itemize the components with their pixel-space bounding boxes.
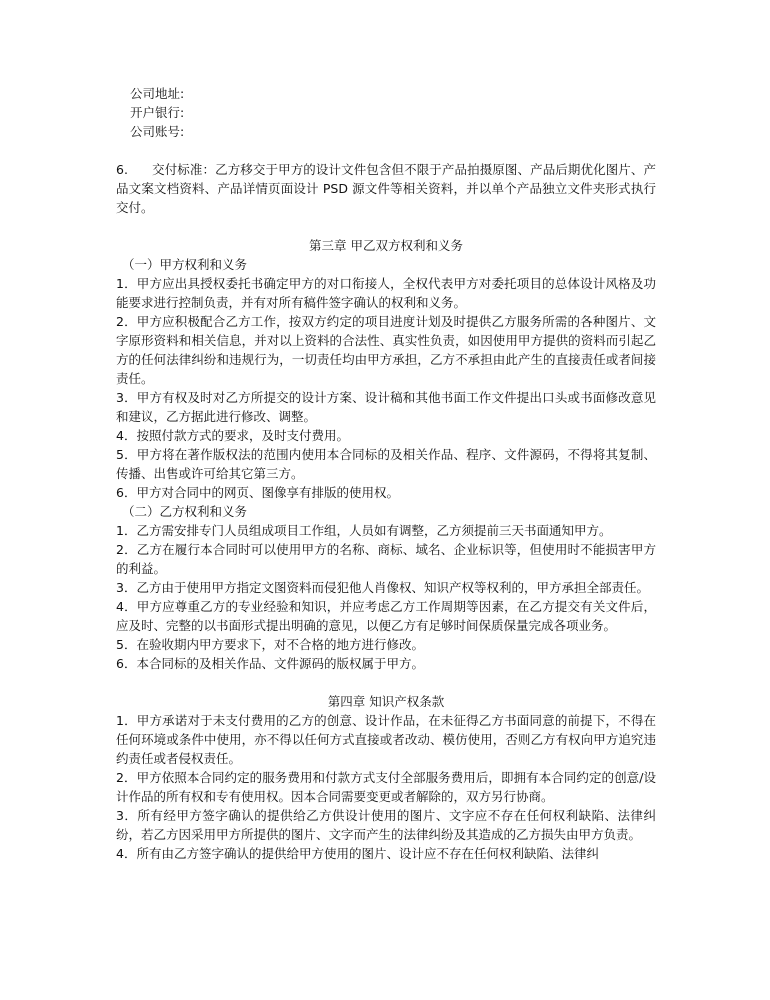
company-address-label: 公司地址: [130,86,185,101]
company-info-block [116,84,656,141]
account-label: 公司账号: [130,124,185,139]
chapter-3-title: 第三章 甲乙双方权利和义务 [309,238,463,253]
party-b-item-3: 3．乙方由于使用甲方指定文图资料而侵犯他人肖像权、知识产权等权利的，甲方承担全部责任。 [116,580,649,595]
party-b-item-2: 2．乙方在履行本合同时可以使用甲方的名称、商标、域名、企业标识等，但使用时不能损害甲方的利益。 [116,542,656,576]
party-b-item-5: 5．在验收期内甲方要求下，对不合格的地方进行修改。 [116,637,424,652]
party-a-item-2: 2．甲方应积极配合乙方工作，按双方约定的项目进度计划及时提供乙方服务所需的各种图片、文字原形资料和相关信息，并对以上资料的合法性、真实性负责，如因使用甲方提供的资料而引起乙方的任何法律纠纷和违规行为，一切责任均由甲方承担，乙方不承担由此产生的直接责任或者间接责任。 [116,314,656,386]
ip-item-1: 1．甲方承诺对于未支付费用的乙方的创意、设计作品，在未征得乙方书面同意的前提下，不得在任何环境或条件中使用，亦不得以任何方式直接或者改动、模仿使用，否则乙方有权向甲方追究违约责任或者侵权责任。 [116,713,656,766]
party-a-item-6: 6．甲方对合同中的网页、图像享有排版的使用权。 [116,485,399,500]
document-page [116,84,656,863]
clause-number: 6. [116,162,128,177]
ip-item-2: 2．甲方依照本合同约定的服务费用和付款方式支付全部服务费用后，即拥有本合同约定的创意/设计作品的所有权和专有使用权。因本合同需要变更或者解除的，双方另行协商。 [116,770,656,804]
delivery-standard-clause [116,160,656,217]
party-a-item-5: 5．甲方将在著作版权法的范围内使用本合同标的及相关作品、程序、文件源码，不得将其复制、传播、出售或许可给其它第三方。 [116,447,656,481]
clause-text: 交付标准：乙方移交于甲方的设计文件包含但不限于产品拍摄原图、产品后期优化图片、产品文案文档资料、产品详情页面设计 PSD 源文件等相关资料，并以单个产品独立文件夹形式执行交付。 [116,162,656,215]
chapter-4-title: 第四章 知识产权条款 [327,694,445,709]
party-a-item-3: 3．甲方有权及时对乙方所提交的设计方案、设计稿和其他书面工作文件提出口头或书面修改意见和建议，乙方据此进行修改、调整。 [116,390,656,424]
party-b-item-6: 6．本合同标的及相关作品、文件源码的版权属于甲方。 [116,656,424,671]
spacer [116,217,656,236]
ip-item-4: 4．所有由乙方签字确认的提供给甲方使用的图片、设计应不存在任何权利缺陷、法律纠 [116,846,599,861]
spacer [116,141,656,160]
section-party-b-title: （二）乙方权利和义务 [122,504,248,519]
party-a-item-1: 1．甲方应出具授权委托书确定甲方的对口衔接人，全权代表甲方对委托项目的总体设计风格及功能要求进行控制负责，并有对所有稿件签字确认的权利和义务。 [116,276,656,310]
bank-label: 开户银行: [130,105,185,120]
section-party-a-title: （一）甲方权利和义务 [122,257,248,272]
spacer [116,673,656,692]
ip-item-3: 3．所有经甲方签字确认的提供给乙方供设计使用的图片、文字应不存在任何权利缺陷、法律纠纷，若乙方因采用甲方所提供的图片、文字而产生的法律纠纷及其造成的乙方损失由甲方负责。 [116,808,656,842]
party-a-item-4: 4．按照付款方式的要求，及时支付费用。 [116,428,349,443]
party-b-item-4: 4．甲方应尊重乙方的专业经验和知识，并应考虑乙方工作周期等因素，在乙方提交有关文件后，应及时、完整的以书面形式提出明确的意见，以便乙方有足够时间保质保量完成各项业务。 [116,599,656,633]
party-b-item-1: 1．乙方需安排专门人员组成项目工作组，人员如有调整，乙方须提前三天书面通知甲方。 [116,523,612,538]
